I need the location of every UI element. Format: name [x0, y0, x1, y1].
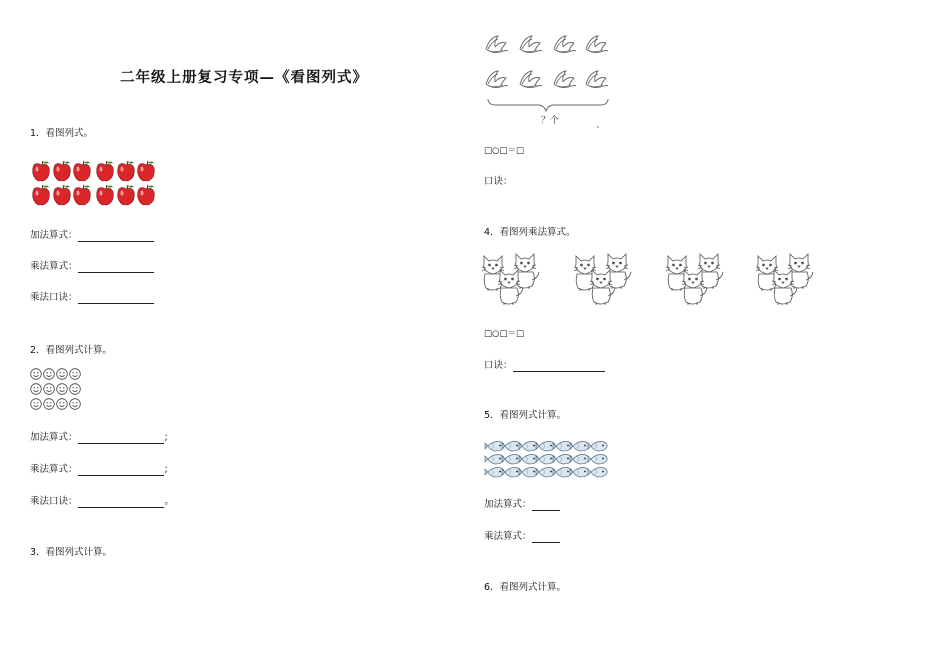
smiley-icon [70, 384, 81, 395]
q3-question-label: ？个 [541, 116, 560, 126]
q1-line-rhyme: 乘法口诀： [30, 292, 154, 304]
apple-icon [54, 185, 71, 205]
fish-icon [553, 442, 572, 452]
q5-line-mul: 乘法算式： [484, 531, 560, 543]
answer-blank[interactable] [532, 532, 560, 543]
fish-icon [485, 455, 504, 465]
q4-equation: □○□＝□ [484, 329, 525, 339]
q4-cats [482, 252, 817, 307]
fish-icon [588, 468, 607, 478]
bird-icon [554, 71, 576, 88]
smiley-icon [57, 399, 68, 410]
fish-icon [502, 442, 521, 452]
smiley-icon [70, 369, 81, 380]
fish-icon [553, 468, 572, 478]
smiley-icon [31, 399, 42, 410]
q2-line-mul: 乘法算式： ; [30, 464, 168, 475]
fish-icon [519, 468, 538, 478]
q1-heading: 1．看图列式。 [30, 128, 94, 139]
answer-blank[interactable] [78, 433, 164, 444]
cat-group-icon [666, 254, 723, 305]
fish-icon [553, 455, 572, 465]
apple-icon [118, 185, 135, 205]
fish-icon [588, 455, 607, 465]
fish-icon [502, 455, 521, 465]
apple-icon [33, 161, 50, 181]
fish-icon [536, 455, 555, 465]
fish-icon [588, 442, 607, 452]
q1-apples [30, 158, 160, 208]
q5-line-add: 加法算式： [484, 499, 560, 511]
answer-blank[interactable] [78, 231, 154, 242]
smiley-icon [57, 384, 68, 395]
apple-icon [54, 161, 71, 181]
fish-icon [519, 455, 538, 465]
answer-blank[interactable] [78, 293, 154, 304]
q3-mnemonic: 口诀： [484, 176, 513, 187]
smiley-icon [57, 369, 68, 380]
apple-icon [74, 185, 91, 205]
apple-icon [138, 185, 155, 205]
bird-icon [554, 36, 576, 53]
q2-line-add: 加法算式： ; [30, 432, 168, 443]
q3-equation: □○□＝□ [484, 146, 525, 156]
q5-fish [484, 439, 614, 481]
fish-icon [519, 442, 538, 452]
q5-heading: 5．看图列式计算。 [484, 410, 567, 421]
smiley-icon [44, 384, 55, 395]
bird-icon [520, 71, 542, 88]
smiley-icon [31, 369, 42, 380]
smiley-icon [70, 399, 81, 410]
answer-blank[interactable] [78, 262, 154, 273]
q2-smileys [30, 368, 86, 412]
bird-icon [486, 36, 508, 53]
bird-icon [520, 36, 542, 53]
cat-group-icon [574, 254, 631, 305]
smiley-icon [44, 399, 55, 410]
q1-line-add: 加法算式： [30, 230, 154, 242]
page-title: 二年级上册复习专项—《看图列式》 [120, 69, 368, 86]
smiley-icon [31, 384, 42, 395]
fish-icon [570, 468, 589, 478]
answer-blank[interactable] [532, 500, 560, 511]
q6-heading: 6．看图列式计算。 [484, 582, 567, 593]
q2-heading: 2．看图列式计算。 [30, 345, 113, 356]
fish-icon [536, 442, 555, 452]
bird-icon [486, 71, 508, 88]
fish-icon [570, 455, 589, 465]
apple-icon [97, 161, 114, 181]
q1-line-mul: 乘法算式： [30, 261, 154, 273]
apple-icon [138, 161, 155, 181]
apple-icon [118, 161, 135, 181]
answer-blank[interactable] [78, 465, 164, 476]
apple-icon [33, 185, 50, 205]
cat-group-icon [482, 254, 539, 305]
bird-icon [586, 71, 608, 88]
cat-group-icon [756, 254, 813, 305]
q2-line-rhyme: 乘法口诀： 。 [30, 496, 175, 507]
bird-icon [586, 36, 608, 53]
answer-blank[interactable] [78, 497, 164, 508]
fish-icon [536, 468, 555, 478]
apple-icon [74, 161, 91, 181]
fish-icon [570, 442, 589, 452]
apple-icon [97, 185, 114, 205]
fish-icon [485, 442, 504, 452]
smiley-icon [44, 369, 55, 380]
brace-icon [488, 99, 608, 111]
q3-heading: 3．看图列式计算。 [30, 547, 113, 558]
q4-heading: 4．看图列乘法算式。 [484, 227, 576, 238]
fish-icon [502, 468, 521, 478]
fish-icon [485, 468, 504, 478]
q4-mnemonic-line: 口诀： [484, 360, 605, 372]
answer-blank[interactable] [513, 361, 605, 372]
